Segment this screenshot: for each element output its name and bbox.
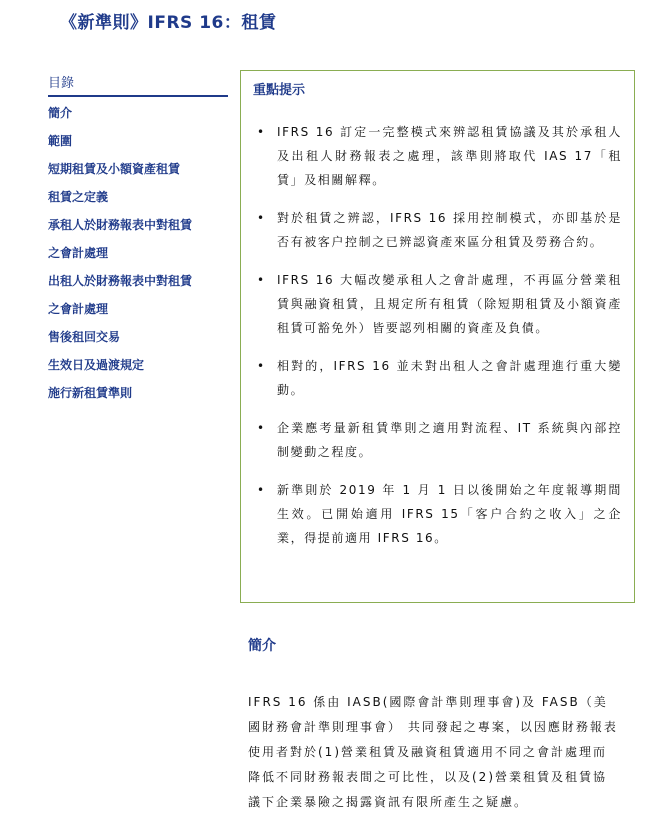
- highlights-box: [240, 70, 635, 603]
- toc-link-lessee-accounting-cont[interactable]: 之會計處理: [48, 246, 109, 260]
- list-item: [253, 354, 622, 402]
- toc-link-introduction[interactable]: 簡介: [48, 106, 73, 120]
- toc-list: [48, 99, 228, 407]
- bullet-text: IFRS 16 訂定一完整模式來辨認租賃協議及其於承租人及出租人財務報表之處理，該準則將取代 IAS 17「租賃」及相關解釋。: [277, 125, 622, 187]
- list-item: [253, 268, 622, 340]
- toc-link-lessor-accounting[interactable]: 出租人於財務報表中對租賃: [48, 274, 193, 288]
- list-item: [253, 478, 622, 550]
- highlights-list: [253, 120, 622, 550]
- toc-link-short-term-low-value[interactable]: 短期租賃及小額資產租賃: [48, 162, 181, 176]
- bullet-icon: •: [257, 273, 266, 287]
- list-item: [253, 120, 622, 192]
- page-title: 《新準則》IFRS 16：租賃: [60, 13, 277, 33]
- toc-link-sale-leaseback[interactable]: 售後租回交易: [48, 330, 121, 344]
- toc-heading: 目錄: [48, 72, 228, 97]
- bullet-text: 對於租賃之辨認，IFRS 16 採用控制模式，亦即基於是否有被客户控制之已辨認資產來區分租賃及勞務合約。: [277, 211, 622, 249]
- toc-link-lessor-accounting-cont[interactable]: 之會計處理: [48, 302, 109, 316]
- bullet-text: 相對的，IFRS 16 並未對出租人之會計處理進行重大變動。: [277, 359, 622, 397]
- section-title-introduction: 簡介: [248, 638, 276, 654]
- introduction-paragraph: IFRS 16 係由 IASB(國際會計準則理事會)及 FASB（美國財務會計準則理事會） 共同發起之專案，以因應財務報表使用者對於(1)營業租賃及融資租賃適用不同之會計處理而降低不同財務報表間之可比性，以及(2)營業租賃及租賃協議下企業暴險之揭露資訊有限所產生之疑慮。: [248, 695, 618, 809]
- list-item: [253, 416, 622, 464]
- bullet-text: 企業應考量新租賃準則之適用對流程、IT 系統與內部控制變動之程度。: [277, 421, 622, 459]
- toc-link-implementation[interactable]: 施行新租賃準則: [48, 386, 133, 400]
- highlights-title: 重點提示: [253, 83, 306, 98]
- bullet-icon: •: [257, 483, 266, 497]
- bullet-text: IFRS 16 大幅改變承租人之會計處理，不再區分營業租賃與融資租賃，且規定所有租賃（除短期租賃及小額資產租賃可豁免外）皆要認列相關的資產及負債。: [277, 273, 622, 335]
- bullet-icon: •: [257, 211, 266, 225]
- toc-link-effective-date[interactable]: 生效日及過渡規定: [48, 358, 145, 372]
- table-of-contents: [48, 72, 228, 407]
- bullet-icon: •: [257, 359, 266, 373]
- toc-link-lessee-accounting[interactable]: 承租人於財務報表中對租賃: [48, 218, 193, 232]
- list-item: [253, 206, 622, 254]
- bullet-icon: •: [257, 125, 266, 139]
- toc-link-scope[interactable]: 範圍: [48, 134, 73, 148]
- bullet-icon: •: [257, 421, 266, 435]
- bullet-text: 新準則於 2019 年 1 月 1 日以後開始之年度報導期間生效。已開始適用 IFRS 15「客户合約之收入」之企業，得提前適用 IFRS 16。: [277, 483, 622, 545]
- toc-link-definition[interactable]: 租賃之定義: [48, 190, 109, 204]
